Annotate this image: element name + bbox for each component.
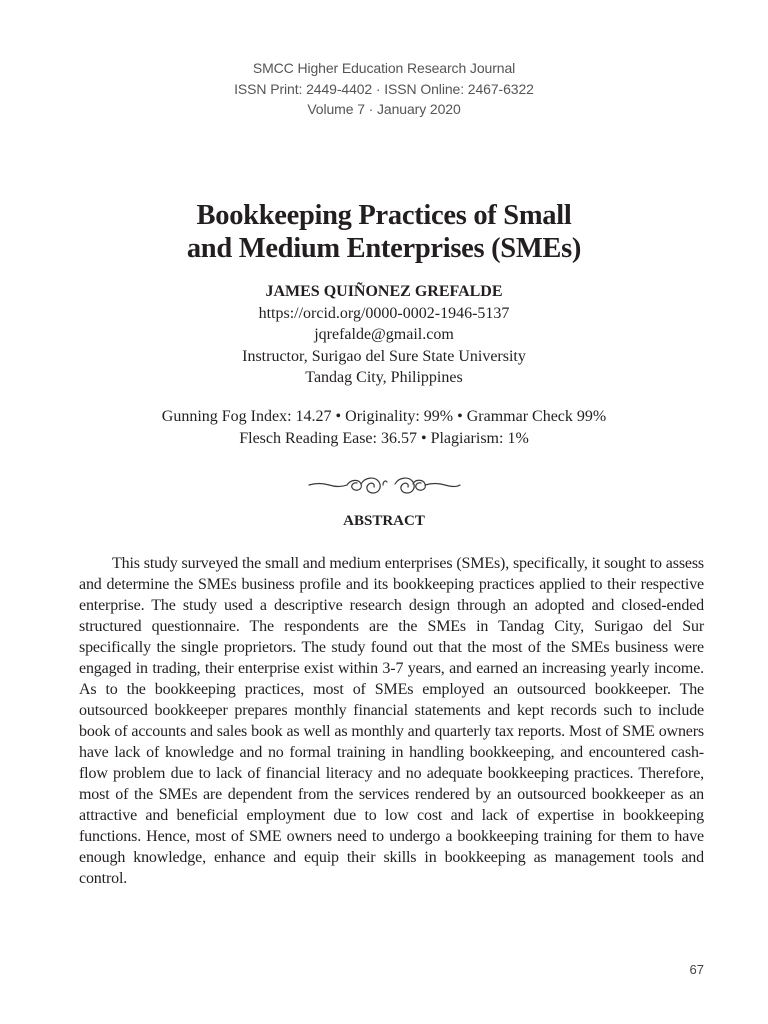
paper-metrics (0, 406, 768, 449)
journal-header (0, 58, 768, 120)
abstract-heading: ABSTRACT (343, 513, 425, 529)
page-number: 67 (689, 962, 704, 977)
journal-issn: ISSN Print: 2449-4402 · ISSN Online: 2467-6322 (234, 80, 534, 97)
flourish-divider-icon (307, 471, 462, 499)
journal-volume: Volume 7 · January 2020 (307, 101, 461, 117)
abstract-body: This study surveyed the small and medium enterprises (SMEs), specifically, it sought to assess and determine the SMEs business profile and its bookkeeping practices applied to their respective enterprise. The study used a descriptive research design through an adopted and closed-ended structured questionnaire. The respondents are the SMEs in Tandag City, Surigao del Sur specifically the single proprietors. The study found out that the most of the SMEs business were engaged in trading, their enterprise exist within 3-7 years, and earned an increasing yearly income. As to the bookkeeping practices, most of SMEs employed an outsourced bookkeeper. The outsourced bookkeeper prepares monthly financial statements and kept records such to include book of accounts and sales book as well as monthly and quarterly tax reports. Most of SME owners have lack of knowledge and no formal training in handling bookkeeping, and encountered cash-flow problem due to lack of financial literacy and no adequate bookkeeping practices. Therefore, most of the SMEs are dependent from the services rendered by an outsourced bookkeeper as an attractive and beneficial employment due to low cost and lack of expertise in bookkeeping functions. Hence, most of SME owners need to undergo a bookkeeping training for them to have enough knowledge, enhance and equip their skills in bookkeeping as management tools and control. (79, 555, 704, 887)
paper-title (0, 199, 768, 265)
paper-title-line-1: Bookkeeping Practices of Small (196, 200, 572, 231)
paper-title-line-2: and Medium Enterprises (SMEs) (186, 233, 582, 264)
journal-name: SMCC Higher Education Research Journal (252, 60, 516, 76)
author-orcid: https://orcid.org/0000-0002-1946-5137 (258, 304, 510, 322)
author-block (0, 281, 768, 389)
author-affiliation: Instructor, Surigao del Sure State University (242, 347, 526, 365)
author-email: jqrefalde@gmail.com (314, 326, 454, 343)
author-name: JAMES QUIÑONEZ GREFALDE (265, 283, 503, 300)
author-location: Tandag City, Philippines (305, 369, 463, 386)
metrics-line-2: Flesch Reading Ease: 36.57 • Plagiarism: 1% (239, 429, 529, 447)
metrics-line-1: Gunning Fog Index: 14.27 • Originality: 99% • Grammar Check 99% (161, 408, 607, 425)
